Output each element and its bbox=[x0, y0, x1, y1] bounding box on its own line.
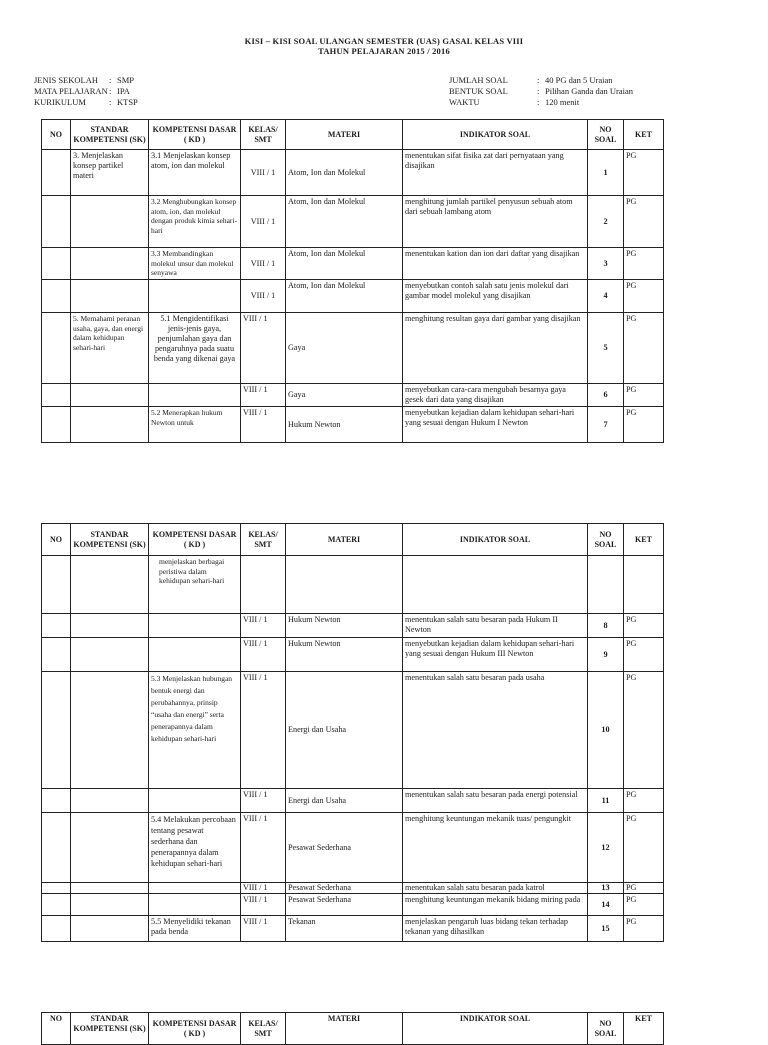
info-row: BENTUK SOAL : Pilihan Ganda dan Uraian bbox=[449, 86, 634, 96]
table-row: VIII / 1 Hukum Newton menentukan salah satu besaran pada Hukum II Newton 8 PG bbox=[42, 614, 664, 638]
table-header-row bbox=[42, 1013, 664, 1045]
info-row: MATA PELAJARAN: IPA bbox=[34, 86, 130, 96]
table-row: 5.4 Melakukan percobaan tentang pesawat sederhana dan penerapannya dalam kehidupan sehari-hari VIII / 1 Pesawat Sederhana menghitung keuntungan mekanik tuas/ pengungkit 12 PG bbox=[42, 813, 664, 883]
table-row: 3.3 Membandingkan molekul unsur dan molekul senyawa VIII / 1 Atom, Ion dan Molekul menentukan kation dan ion dari daftar yang disajikan 3 PG bbox=[42, 248, 664, 280]
col-materi: MATERI bbox=[286, 120, 403, 150]
col-no: NO bbox=[42, 120, 71, 150]
info-row: KURIKULUM : KTSP bbox=[34, 97, 138, 107]
table-row: menjelaskan berbagai peristiwa dalam kehidupan sehari-hari bbox=[42, 556, 664, 614]
table-row: VIII / 1 Energi dan Usaha menentukan salah satu besaran pada energi potensial 11 PG bbox=[42, 789, 664, 813]
table-row: 3. Menjelaskan konsep partikel materi 3.1 Menjelaskan konsep atom, ion dan molekul VIII / 1 Atom, Ion dan Molekul menentukan sifat fisika zat dari pernyataan yang disajikan 1 PG bbox=[42, 150, 664, 196]
col-kd: KOMPETENSI DASAR ( KD ) bbox=[149, 524, 241, 556]
table-row: VIII / 1 Pesawat Sederhana menghitung keuntungan mekanik bidang miring pada 14 PG bbox=[42, 894, 664, 916]
col-no: NO bbox=[42, 1013, 71, 1045]
col-materi: MATERI bbox=[286, 1013, 403, 1045]
kisi-table-2 bbox=[41, 523, 664, 942]
table-row: VIII / 1 Gaya menyebutkan cara-cara mengubah besarnya gaya gesek dari data yang disajikan 6 PG bbox=[42, 384, 664, 407]
col-sk: STANDAR KOMPETENSI (SK) bbox=[71, 1013, 149, 1045]
col-kelas: KELAS/ SMT bbox=[241, 1013, 286, 1045]
doc-title: KISI – KISI SOAL ULANGAN SEMESTER (UAS) GASAL KELAS VIII bbox=[244, 36, 524, 46]
table-row: 5.5 Menyelidiki tekanan pada benda VIII / 1 Tekanan menjelaskan pengaruh luas bidang tekan terhadap tekanan yang dihasilkan 15 PG bbox=[42, 916, 664, 942]
col-kelas: KELAS/ SMT bbox=[241, 120, 286, 150]
table-row: VIII / 1 Pesawat Sederhana menentukan salah satu besaran pada katrol 13 PG bbox=[42, 883, 664, 894]
doc-subtitle: TAHUN PELAJARAN 2015 / 2016 bbox=[318, 46, 450, 56]
col-sk: STANDAR KOMPETENSI (SK) bbox=[71, 120, 149, 150]
col-indikator: INDIKATOR SOAL bbox=[403, 1013, 588, 1045]
info-row: WAKTU : 120 menit bbox=[449, 97, 580, 107]
kisi-table-1 bbox=[41, 119, 664, 443]
col-indikator: INDIKATOR SOAL bbox=[403, 524, 588, 556]
table-header-row bbox=[42, 120, 664, 150]
table-row: VIII / 1 Hukum Newton menyebutkan kejadian dalam kehidupan sehari-hari yang sesuai dengan Hukum III Newton 9 PG bbox=[42, 638, 664, 672]
info-row: JENIS SEKOLAH : SMP bbox=[34, 75, 135, 85]
table-header-row bbox=[42, 524, 664, 556]
col-nosoal: NO SOAL bbox=[588, 120, 624, 150]
table-row: 3.2 Menghubungkan konsep atom, ion, dan molekul dengan produk kimia sehari-hari VIII / 1 Atom, Ion dan Molekul menghitung jumlah partikel penyusun sebuah atom dari sebuah lambang atom 2 PG bbox=[42, 196, 664, 248]
col-ket: KET bbox=[624, 524, 664, 556]
info-left bbox=[34, 75, 138, 108]
table-row: 5.2 Menerapkan hukum Newton untuk VIII / 1 Hukum Newton menyebutkan kejadian dalam kehidupan sehari-hari yang sesuai dengan Hukum I Newton 7 PG bbox=[42, 407, 664, 443]
col-no: NO bbox=[42, 524, 71, 556]
kisi-table-3 bbox=[41, 1012, 664, 1045]
col-kd: KOMPETENSI DASAR ( KD ) bbox=[149, 1013, 241, 1045]
col-kd: KOMPETENSI DASAR ( KD ) bbox=[149, 120, 241, 150]
col-indikator: INDIKATOR SOAL bbox=[403, 120, 588, 150]
col-materi: MATERI bbox=[286, 524, 403, 556]
col-ket: KET bbox=[624, 1013, 664, 1045]
table-row: VIII / 1 Atom, Ion dan Molekul menyebutkan contoh salah satu jenis molekul dari gambar model molekul yang disajikan 4 PG bbox=[42, 280, 664, 313]
col-kelas: KELAS/ SMT bbox=[241, 524, 286, 556]
table-row: 5.3 Menjelaskan hubungan bentuk energi dan perubahannya, prinsip “usaha dan energi” serta penerapannya dalam kehidupan sehari-hari VIII / 1 Energi dan Usaha menentukan salah satu besaran pada usaha 10 PG bbox=[42, 672, 664, 789]
col-sk: STANDAR KOMPETENSI (SK) bbox=[71, 524, 149, 556]
col-nosoal: NO SOAL bbox=[588, 524, 624, 556]
table-row: 5. Memahami peranan usaha, gaya, dan energi dalam kehidupan sehari-hari 5.1 Mengidentifikasi jenis-jenis gaya, penjumlahan gaya dan pengaruhnya pada suatu benda yang dikenai gaya VIII / 1 Gaya menghitung resultan gaya dari gambar yang disajikan 5 PG bbox=[42, 313, 664, 384]
info-right bbox=[449, 75, 633, 108]
col-ket: KET bbox=[624, 120, 664, 150]
col-nosoal: NO SOAL bbox=[588, 1013, 624, 1045]
info-row: JUMLAH SOAL : 40 PG dan 5 Uraian bbox=[449, 75, 613, 85]
